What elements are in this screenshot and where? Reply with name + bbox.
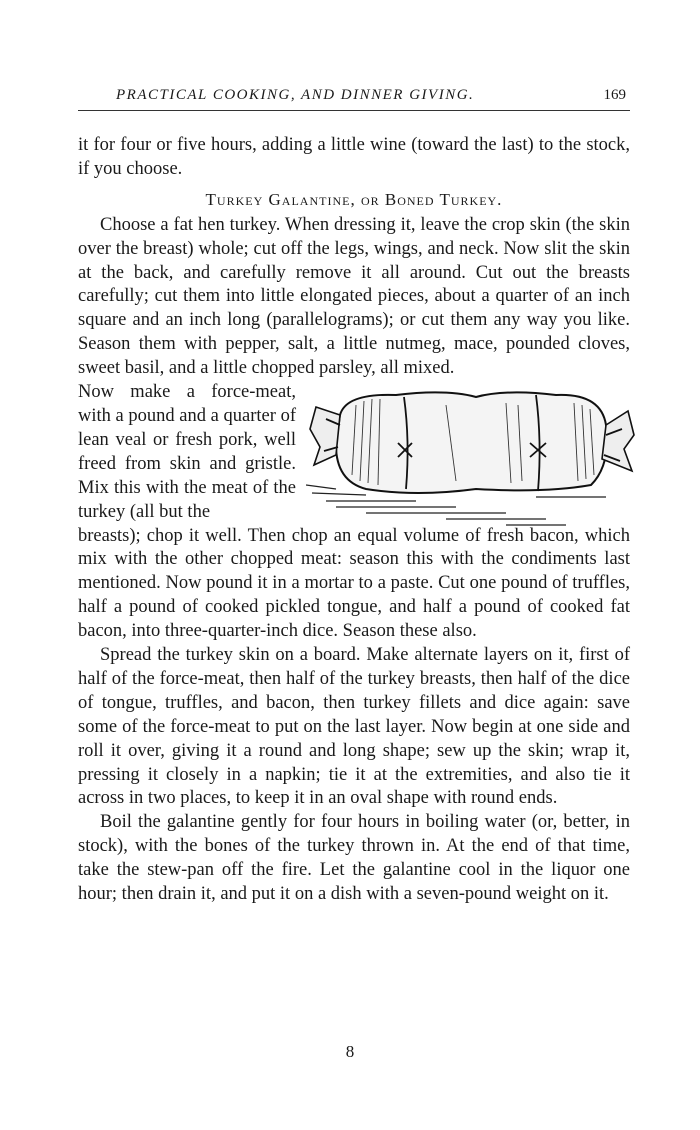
galantine-roll-engraving-icon xyxy=(306,385,636,535)
page-number: 169 xyxy=(603,87,626,103)
continuation-paragraph: it for four or five hours, adding a little wine (toward the last) to the stock, if you choose. xyxy=(78,135,630,179)
paragraph-3: Boil the galantine gently for four hours in boiling water (or, better, in stock), with the bones of the turkey thrown in. At the end of that time, take the stew-pan off the fire. Let the galantine cool in the liquor one hour; then drain it, and put it on a dish with a seven-pound weight on it. xyxy=(78,812,630,905)
signature-mark: 8 xyxy=(345,1042,355,1061)
page-body xyxy=(78,134,630,907)
paragraph-1-wrapped: Now make a force-meat, with a pound and a quarter of lean veal or fresh pork, well freed from skin and gristle. Mix this with the meat of the turkey (all but the xyxy=(78,382,296,522)
running-title: PRACTICAL COOKING, AND DINNER GIVING. xyxy=(116,87,475,103)
figure-wrap-block xyxy=(78,381,630,524)
paragraph-1-intro: Choose a fat hen turkey. When dressing it, leave the crop skin (the skin over the breast) whole; cut off the legs, wings, and neck. Now slit the skin at the back, and carefully remove it all around. Cut out the breasts carefully; cut them into little elongated pieces, about a quarter of an inch square and an inch long (parallelograms); or cut them any way you like. Season them with pepper, salt, a little nutmeg, mace, pounded cloves, sweet basil, and a little chopped parsley, all mixed. xyxy=(78,214,630,379)
section-title: Turkey Galantine, or Boned Turkey. xyxy=(205,189,503,209)
paragraph-1-continued: breasts); chop it well. Then chop an equal volume of fresh bacon, which mix with the other chopped meat: season this with the condiments last mentioned. Now pound it in a mortar to a paste. Cut one pound of truffles, half a pound of cooked pickled tongue, and half a pound of cooked fat bacon, into three-quarter-inch dice. Season these also. xyxy=(78,525,630,642)
paragraph-2: Spread the turkey skin on a board. Make alternate layers on it, first of half of the force-meat, then half of the turkey breasts, then half of the dice of tongue, truffles, and bacon, then turkey fillets and dice again: save some of the force-meat to put on the last layer. Now begin at one side and roll it over, giving it a round and long shape; sew up the skin; wrap it, pressing it closely in a napkin; tie it at the extremities, and also tie it across in two places, to keep it in an oval shape with round ends. xyxy=(78,645,630,809)
running-header xyxy=(78,80,630,111)
